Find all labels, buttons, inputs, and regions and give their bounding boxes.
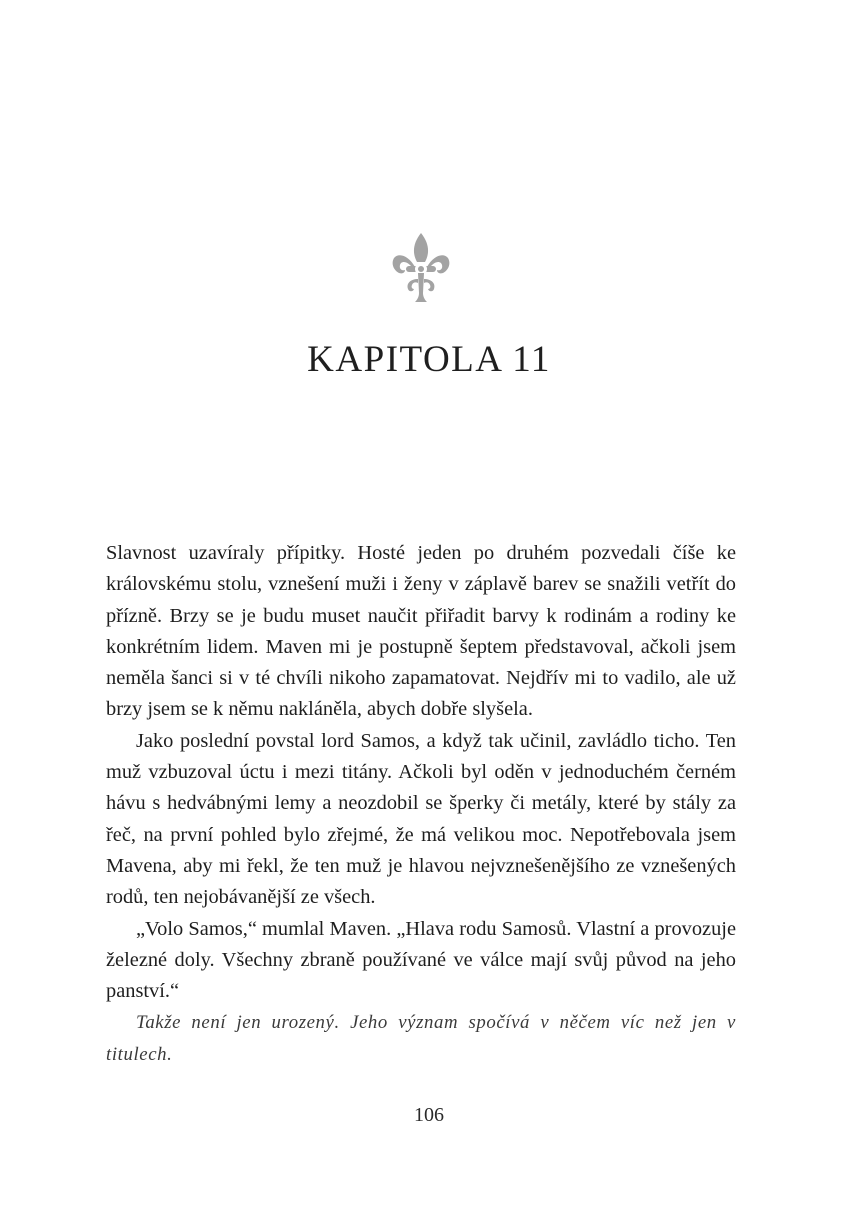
chapter-body [106, 538, 736, 1070]
fleur-de-lis-icon [391, 231, 451, 307]
chapter-title: KAPITOLA 11 [307, 339, 551, 380]
paragraph: Jako poslední povstal lord Samos, a když tak učinil, zavládlo ticho. Ten muž vzbuzoval úctu i mezi titány. Ačkoli byl oděn v jednoduchém černém hávu s hedvábnými lemy a neozdobil se šperky či metály, které by stály za řeč, na první pohled bylo zřejmé, že má velikou moc. Nepotřebovala jsem Mavena, aby mi řekl, že ten muž je hlavou nejvznešenějšího ze vznešených rodů, ten nejobávanější ze všech. [106, 729, 736, 909]
inner-thought-paragraph: Takže není jen urozený. Jeho význam spočívá v něčem víc než jen v titulech. [106, 1012, 736, 1065]
dialogue-paragraph: „Volo Samos,“ mumlal Maven. „Hlava rodu Samosů. Vlastní a provozuje železné doly. Všechny zbraně používané ve válce mají svůj původ na jeho panství.“ [106, 917, 736, 1003]
page-number: 106 [414, 1104, 444, 1126]
paragraph: Slavnost uzavíraly přípitky. Hosté jeden po druhém pozvedali číše ke královskému stolu, vznešení muži i ženy v záplavě barev se snažili vetřít do přízně. Brzy se je budu muset naučit přiřadit barvy k rodinám a rodiny ke konkrétním lidem. Maven mi je postupně šeptem představoval, ačkoli jsem neměla šanci si v té chvíli nikoho zapamatovat. Nejdřív mi to vadilo, ale už brzy jsem se k němu nakláněla, abych dobře slyšela. [106, 542, 736, 721]
